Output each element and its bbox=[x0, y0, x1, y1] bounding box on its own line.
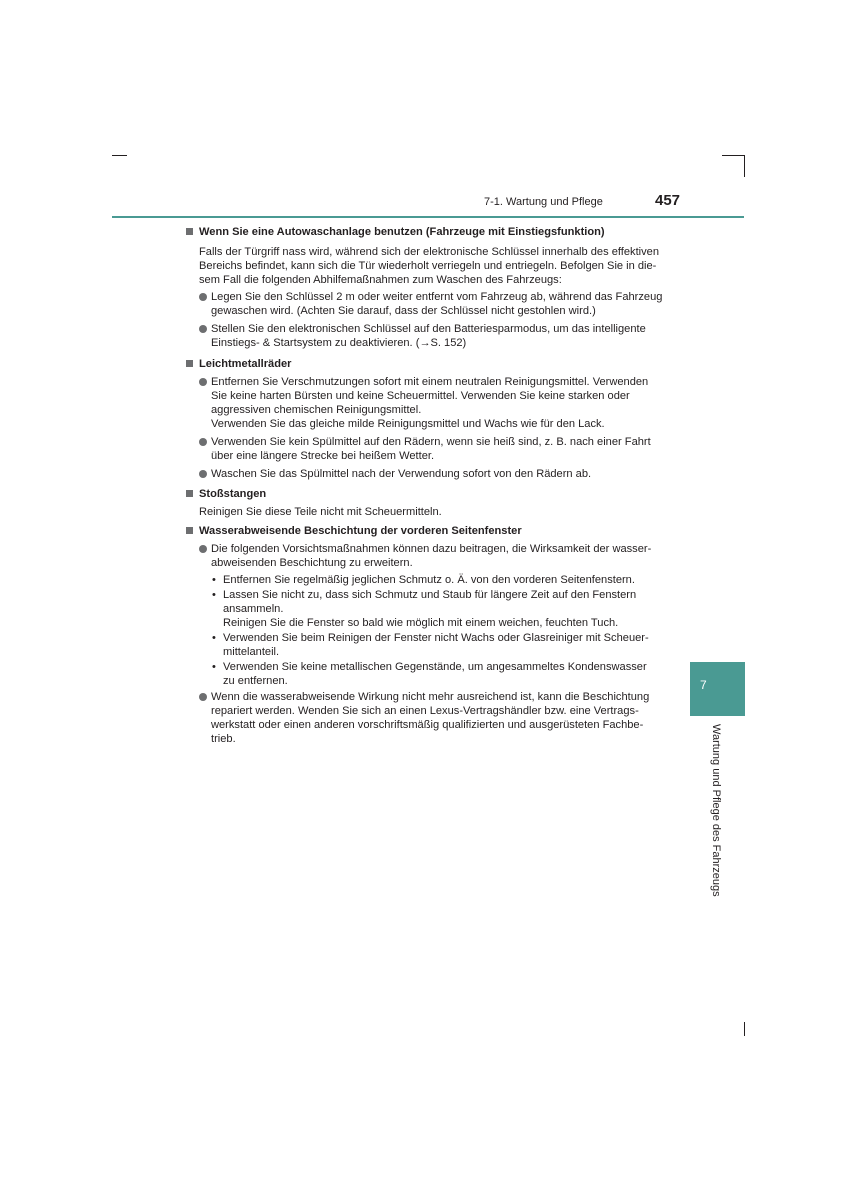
header-rule bbox=[112, 216, 744, 218]
bullet-item: Waschen Sie das Spülmittel nach der Verwendung sofort von den Rädern ab. bbox=[186, 467, 663, 481]
paragraph: Reinigen Sie diese Teile nicht mit Scheuermitteln. bbox=[199, 506, 442, 518]
chapter-title-vertical: Wartung und Pflege des Fahrzeugs bbox=[710, 724, 722, 897]
bullet-item: Entfernen Sie Verschmutzungen sofort mit einem neutralen Reinigungsmittel. Verwenden Sie keine harten Bürsten und keine Scheuermittel. Verwenden Sie keine starken oder aggressiven chemischen Reinigungsmittel. Verwenden Sie das gleiche milde Reinigungsmittel und Wachs wie für den Lack. bbox=[186, 375, 663, 431]
chapter-number: 7 bbox=[700, 678, 707, 692]
page-content bbox=[186, 225, 663, 750]
chapter-tab bbox=[690, 662, 745, 716]
crop-mark-top-left bbox=[112, 155, 127, 156]
sub-bullet-item: • Verwenden Sie beim Reinigen der Fenster nicht Wachs oder Glasreiniger mit Scheuer- mittelanteil. bbox=[212, 632, 649, 658]
section-heading: Wasserabweisende Beschichtung der vorderen Seitenfenster bbox=[186, 524, 663, 538]
page-number: 457 bbox=[655, 192, 681, 209]
small-bullet-icon: • bbox=[212, 574, 216, 586]
bullet-item: Legen Sie den Schlüssel 2 m oder weiter entfernt vom Fahrzeug ab, während das Fahrzeug gewaschen wird. (Achten Sie darauf, dass der Schlüssel nicht gestohlen wird.) bbox=[186, 290, 663, 318]
running-header: 7-1. Wartung und Pflege bbox=[484, 196, 603, 208]
round-bullet-icon bbox=[199, 470, 207, 478]
paragraph: Falls der Türgriff nass wird, während sich der elektronische Schlüssel innerhalb des effektiven Bereichs befindet, kann sich die Tür wiederholt verriegeln und entriegeln. Befolgen Sie in die- sem Fall die folgenden Abhilfemaßnahmen zum Waschen des Fahrzeugs: bbox=[199, 246, 660, 286]
round-bullet-icon bbox=[199, 545, 207, 553]
sub-bullet-item: • Verwenden Sie keine metallischen Gegenstände, um angesammeltes Kondenswasser zu entfernen. bbox=[212, 661, 647, 687]
sub-bullet-item: • Lassen Sie nicht zu, dass sich Schmutz und Staub für längere Zeit auf den Fenstern ansammeln. Reinigen Sie die Fenster so bald wie möglich mit einem weichen, feuchten Tuch. bbox=[212, 589, 637, 629]
small-bullet-icon: • bbox=[212, 632, 216, 644]
round-bullet-icon bbox=[199, 325, 207, 333]
crop-mark-top-right-v bbox=[744, 155, 745, 177]
square-bullet-icon bbox=[186, 490, 193, 497]
crop-mark-bottom-right bbox=[744, 1022, 745, 1036]
section-heading: Wenn Sie eine Autowaschanlage benutzen (Fahrzeuge mit Einstiegsfunktion) bbox=[186, 225, 663, 239]
round-bullet-icon bbox=[199, 693, 207, 701]
square-bullet-icon bbox=[186, 360, 193, 367]
square-bullet-icon bbox=[186, 527, 193, 534]
round-bullet-icon bbox=[199, 438, 207, 446]
small-bullet-icon: • bbox=[212, 589, 216, 601]
round-bullet-icon bbox=[199, 293, 207, 301]
bullet-item: Wenn die wasserabweisende Wirkung nicht mehr ausreichend ist, kann die Beschichtung repariert werden. Wenden Sie sich an einen Lexus-Vertragshändler bzw. eine Vertrags- werkstatt oder einen anderen vorschriftsmäßig qualifizierten und ausgerüsteten Fachbe- trieb. bbox=[186, 690, 663, 746]
crop-mark-top-right-h bbox=[722, 155, 744, 156]
section-heading: Stoßstangen bbox=[186, 487, 663, 501]
bullet-item: Die folgenden Vorsichtsmaßnahmen können dazu beitragen, die Wirksamkeit der wasser- abweisenden Beschichtung zu erweitern. bbox=[186, 542, 663, 570]
bullet-item: Verwenden Sie kein Spülmittel auf den Rädern, wenn sie heiß sind, z. B. nach einer Fahrt über eine längere Strecke bei heißem Wetter. bbox=[186, 435, 663, 463]
section-heading: Leichtmetallräder bbox=[186, 357, 663, 371]
small-bullet-icon: • bbox=[212, 661, 216, 673]
sub-bullet-item: • Entfernen Sie regelmäßig jeglichen Schmutz o. Ä. von den vorderen Seitenfenstern. bbox=[212, 574, 635, 586]
square-bullet-icon bbox=[186, 228, 193, 235]
bullet-item: Stellen Sie den elektronischen Schlüssel auf den Batteriesparmodus, um das intelligente Einstiegs- & Startsystem zu deaktivieren. (→S. 152) bbox=[186, 322, 663, 350]
round-bullet-icon bbox=[199, 378, 207, 386]
